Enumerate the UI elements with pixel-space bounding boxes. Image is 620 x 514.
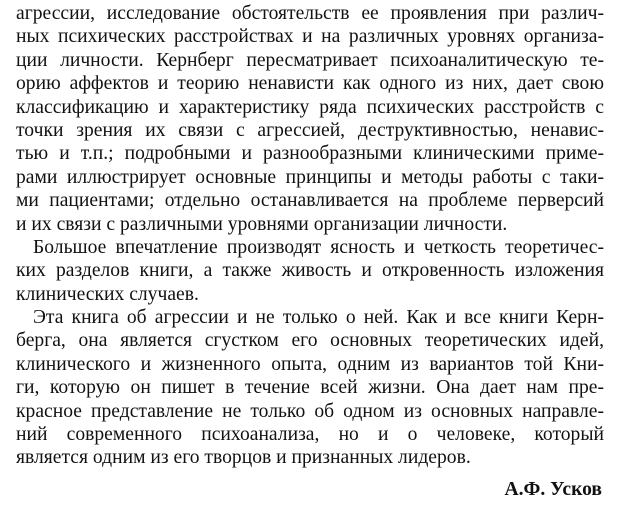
text-line: берга, она является сгустком его основных теоретических идей, [16,330,604,352]
text-line: и их связи с различными уровнями организации личности. [16,213,508,235]
text-line: ги, которую он пишет в течение всей жизни. Она дает нам пре- [16,377,604,399]
paragraph-3 [16,306,604,470]
text-line: красное представление не только об одном из основных направле- [16,400,604,422]
text-line: рами иллюстрирует основные принципы и методы работы с таки- [16,166,604,188]
text-line: ний современного психоанализа, но и о человеке, который [16,424,604,446]
author-signature: А.Ф. Усков [504,479,602,500]
text-line: орию аффектов и теорию ненависти как одного из них, дает свою [16,73,604,95]
text-line: агрессии, исследование обстоятельств ее проявления при различ- [16,3,604,24]
text-line: ких разделов книги, а также живость и откровенность изложения [16,260,604,282]
text-line: клинического и жизненного опыта, одним из вариантов той Кни- [16,353,604,375]
text-line: клинических случаев. [16,283,199,305]
text-line: является одним из его творцов и признанных лидеров. [16,447,471,469]
text-line: Большое впечатление производят ясность и четкость теоретичес- [33,236,604,258]
text-line: ми пациентами; отдельно останавливается на проблеме перверсий [16,190,604,212]
paragraph-1 [16,2,604,236]
text-line: ных психических расстройствах и на различных уровнях организа- [16,26,604,48]
text-line: ции личности. Кернберг пересматривает психоаналитическую те- [16,49,604,71]
text-line: Эта книга об агрессии и не только о ней. Как и все книги Керн- [33,307,604,329]
text-line: классификацию и характеристику ряда психических расстройств с [16,96,604,118]
text-line: точки зрения их связи с агрессией, деструктивностью, ненавис- [16,119,604,141]
paragraph-2 [16,236,604,306]
text-line: тью и т.п.; подробными и разнообразными клиническими приме- [16,143,604,165]
